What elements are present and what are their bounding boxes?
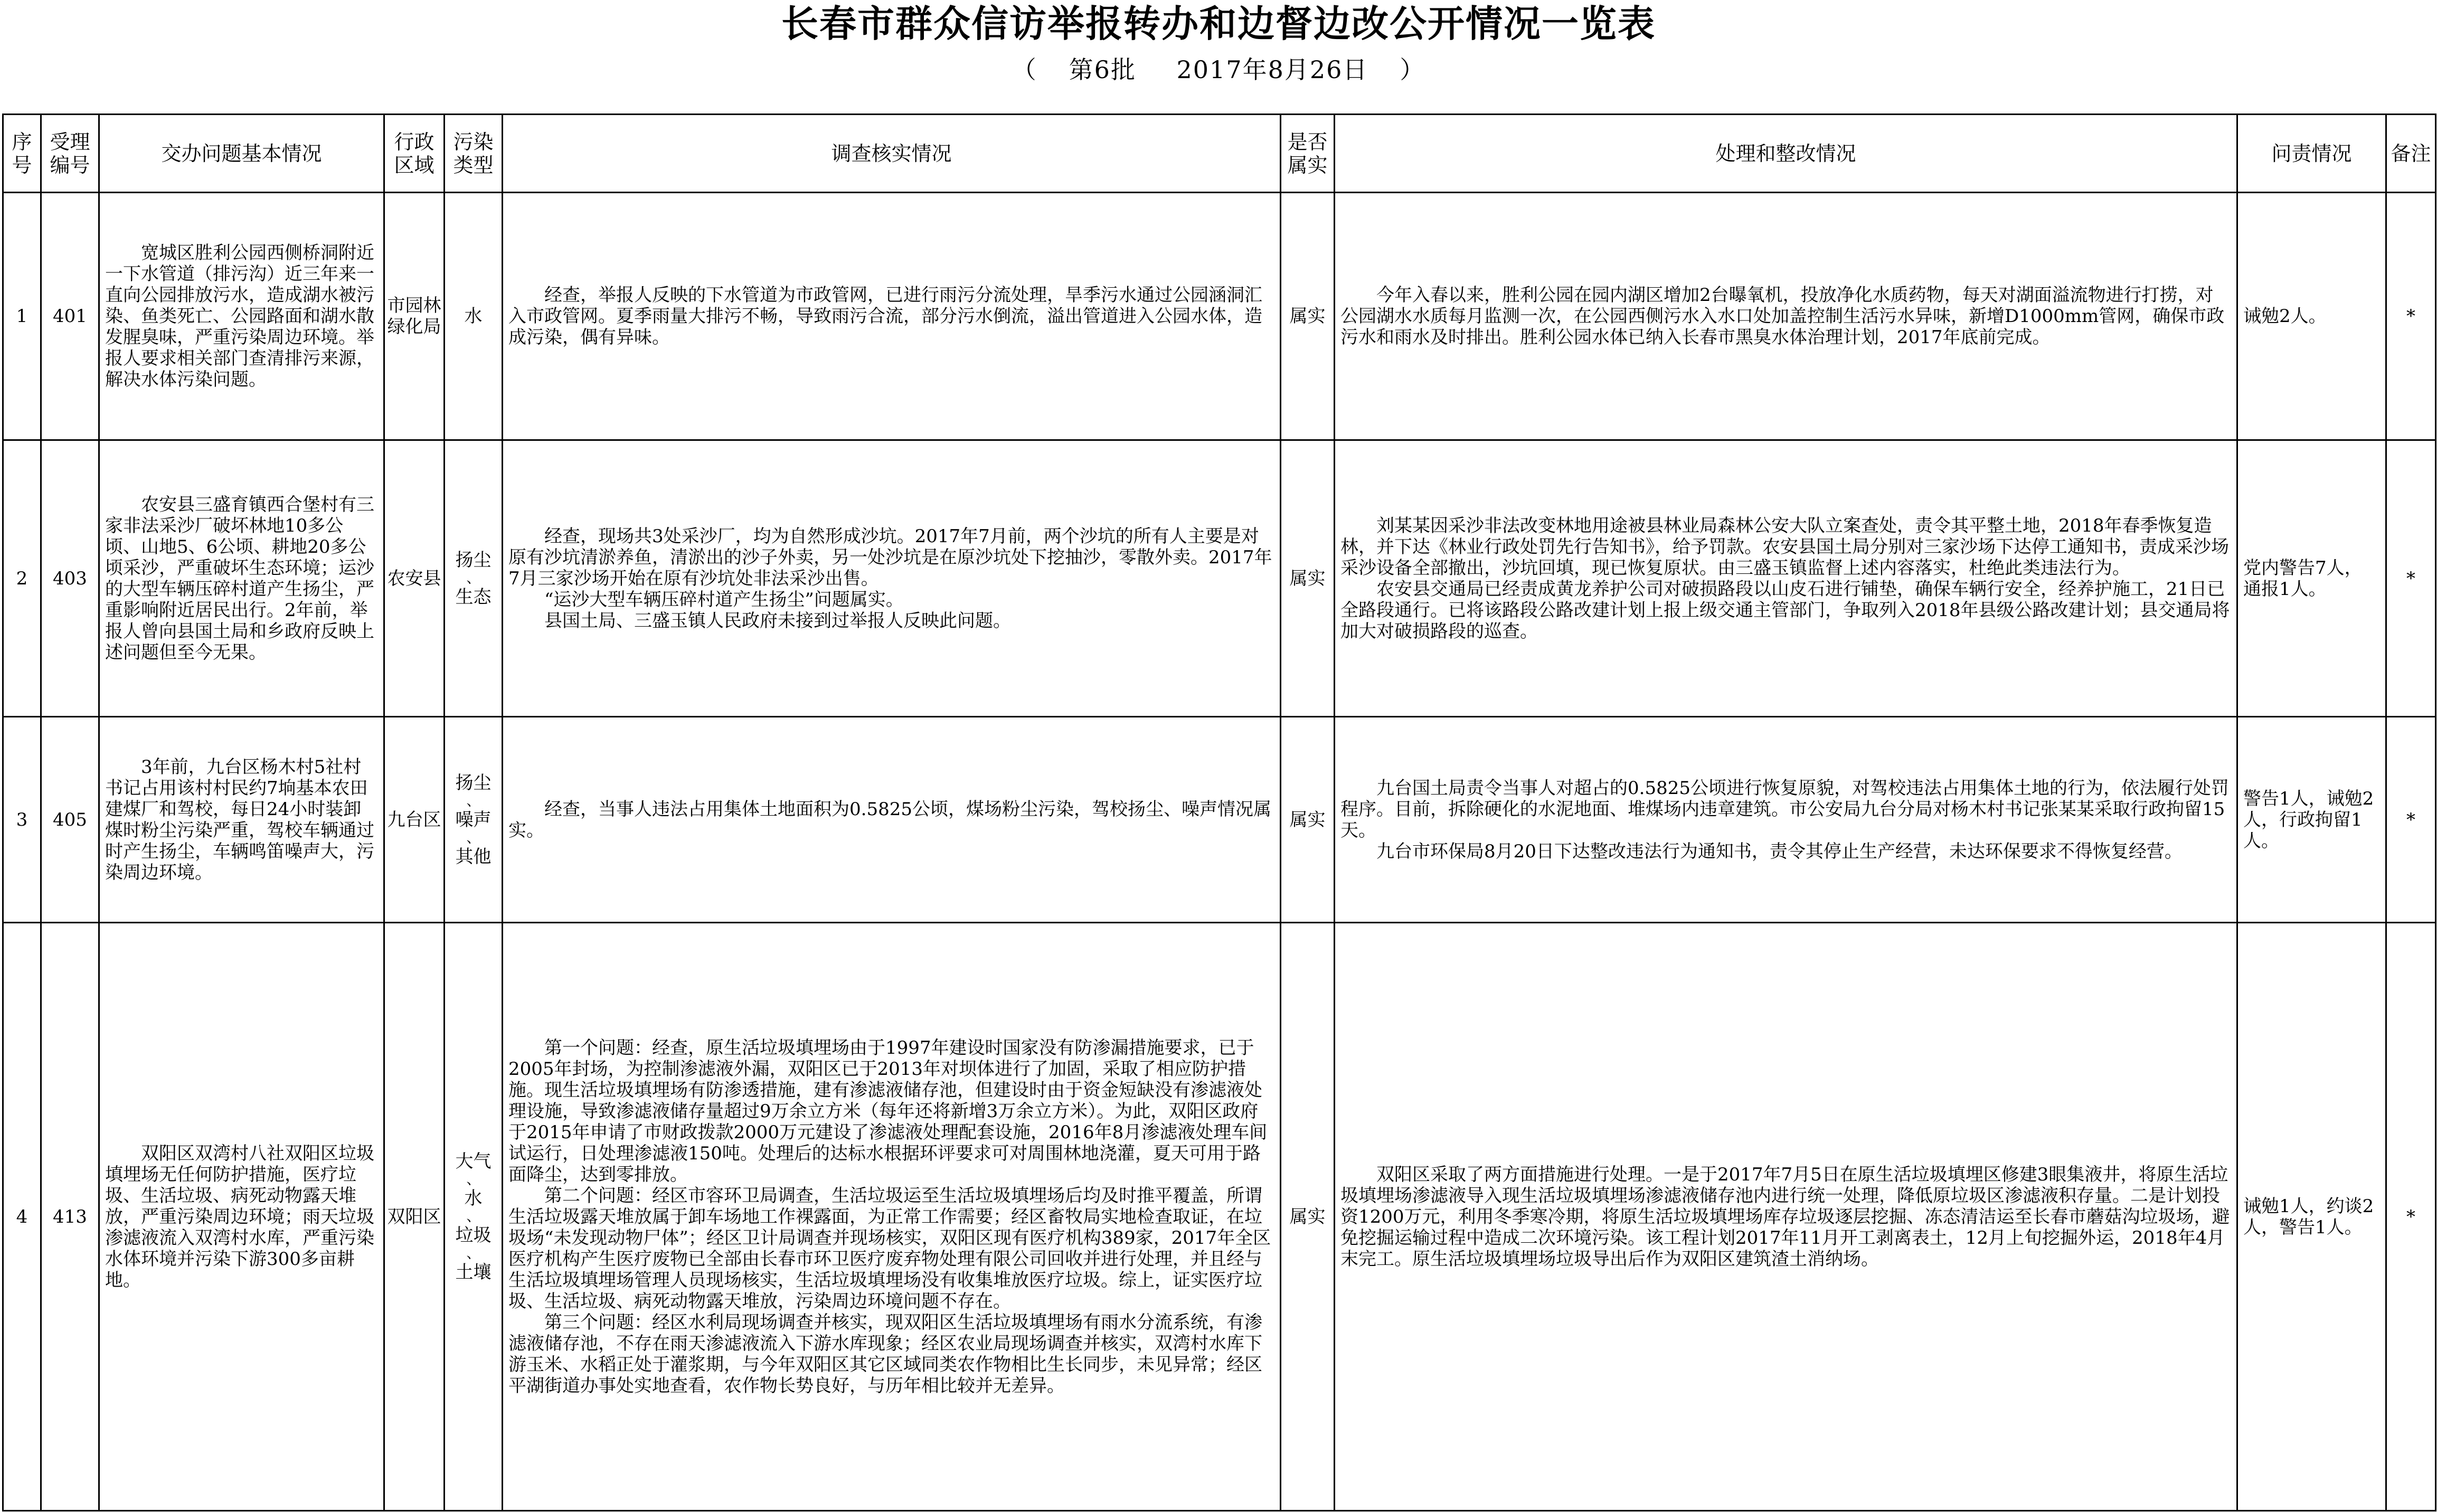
table-row [3,717,2436,923]
investigation-paragraph: 经查，当事人违法占用集体土地面积为0.5825公顷，煤场粉尘污染，驾校扬尘、噪声情况属实。 [508,798,1271,841]
cell-district: 九台区 [384,717,445,923]
cell-remarks: * [2386,440,2436,717]
cell-handling [1335,193,2237,440]
pollution-type-item: 噪声 [455,809,492,830]
cell-remarks: * [2386,717,2436,923]
cell-verified: 属实 [1281,193,1335,440]
cell-receipt-no: 403 [41,440,99,717]
cell-accountability: 警告1人，诫勉2人，行政拘留1人。 [2237,717,2386,923]
header-district: 行政区域 [384,115,445,193]
investigation-paragraph: 经查，现场共3处采沙厂，均为自然形成沙坑。2017年7月前，两个沙坑的所有人主要是对原有沙坑清淤养鱼，清淤出的沙子外卖，另一处沙坑是在原沙坑处下挖抽沙，零散外卖。2017年7月三家沙场开始在原有沙坑处非法采沙出售。 [508,525,1272,589]
pollution-type-item: 垃圾 [455,1224,492,1246]
pollution-type-item: 土壤 [455,1261,492,1283]
cell-remarks: * [2386,923,2436,1511]
type-separator: 、 [466,1208,480,1225]
cell-issue: 宽城区胜利公园西侧桥洞附近一下水管道（排污沟）近三年来一直向公园排放污水，造成湖水被污染、鱼类死亡、公园路面和湖水散发腥臭味，严重污染周边环境。举报人要求相关部门查清排污来源，解决水体污染问题。 [99,193,384,440]
subtitle-close-paren: ） [1400,55,1425,84]
cell-receipt-no: 405 [41,717,99,923]
cell-seq: 4 [3,923,41,1511]
cell-accountability: 党内警告7人，通报1人。 [2237,440,2386,717]
pollution-type-item: 水 [464,1187,483,1209]
document-subtitle [0,53,2437,87]
header-handling: 处理和整改情况 [1335,115,2237,193]
cell-accountability: 诫勉2人。 [2237,193,2386,440]
document-title: 长春市群众信访举报转办和边督边改公开情况一览表 [781,2,1656,45]
table-row [3,440,2436,717]
cell-accountability: 诫勉1人，约谈2人，警告1人。 [2237,923,2386,1511]
investigation-paragraph: “运沙大型车辆压碎村道产生扬尘”问题属实。 [544,589,904,610]
cell-issue: 农安县三盛育镇西合堡村有三家非法采沙厂破坏林地10多公顷、山地5、6公顷、耕地20多公顷采沙，严重破坏生态环境；运沙的大型车辆压碎村道产生扬尘，严重影响附近居民出行。2年前，举报人曾向县国土局和乡政府反映上述问题但至今无果。 [99,440,384,717]
subtitle-date: 2017年8月26日 [1176,55,1368,84]
cell-handling [1335,923,2237,1511]
cell-receipt-no: 413 [41,923,99,1511]
table-header-row [3,115,2436,193]
handling-paragraph: 刘某某因采沙非法改变林地用途被县林业局森林公安大队立案查处，责令其平整土地，2018年春季恢复造林，并下达《林业行政处罚先行告知书》，给予罚款。农安县国土局分别对三家沙场下达停工通知书，责成采沙场采沙设备全部撤出，沙坑回填，现已恢复原状。由三盛玉镇监督上述内容落实，杜绝此类违法行为。 [1340,515,2229,579]
cell-pollution-type [445,923,503,1511]
cell-receipt-no: 401 [41,193,99,440]
type-separator: 、 [466,1245,480,1262]
subtitle-batch: 第6批 [1069,55,1136,84]
pollution-type-item: 扬尘 [455,549,492,571]
header-verified: 是否属实 [1281,115,1335,193]
pollution-type-item: 生态 [455,586,492,608]
cell-district: 双阳区 [384,923,445,1511]
cell-seq: 2 [3,440,41,717]
pollution-type-item: 其他 [455,846,492,867]
type-separator: 、 [466,570,480,587]
type-separator: 、 [466,793,480,809]
handling-paragraph: 九台市环保局8月20日下达整改违法行为通知书，责令其停止生产经营，未达环保要求不得恢复经营。 [1376,840,2183,862]
petition-table [2,114,2436,1511]
cell-verified: 属实 [1281,440,1335,717]
handling-paragraph: 今年入春以来，胜利公园在园内湖区增加2台曝氧机，投放净化水质药物，每天对湖面溢流物进行打捞，对公园湖水水质每月监测一次，在公园西侧污水入水口处加盖控制生活污水异味，新增D1000mm管网，确保市政污水和雨水及时排出。胜利公园水体已纳入长春市黑臭水体治理计划，2017年底前完成。 [1340,285,2225,348]
header-issue: 交办问题基本情况 [99,115,384,193]
cell-issue: 双阳区双湾村八社双阳区垃圾填埋场无任何防护措施，医疗垃圾、生活垃圾、病死动物露天堆放，严重污染周边环境；雨天垃圾渗滤液流入双湾村水库，严重污染水体环境并污染下游300多亩耕地。 [99,923,384,1511]
cell-handling [1335,717,2237,923]
handling-paragraph: 双阳区采取了两方面措施进行处理。一是于2017年7月5日在原生活垃圾填埋区修建3眼集液井，将原生活垃圾填埋场渗滤液导入现生活垃圾填埋场渗滤液储存池内进行统一处理，降低原垃圾区渗滤液积存量。二是计划投资1200万元，利用冬季寒冷期，将原生活垃圾填埋场库存垃圾逐层挖掘、冻态清洁运至长春市蘑菇沟垃圾场，避免挖掘运输过程中造成二次环境污染。该工程计划2017年11月开工剥离表土，12月上旬挖掘外运，2018年4月末完工。原生活垃圾填埋场垃圾导出后作为双阳区建筑渣土消纳场。 [1340,1164,2230,1270]
investigation-paragraph: 第一个问题：经查，原生活垃圾填埋场由于1997年建设时国家没有防渗漏措施要求，已于2005年封场，为控制渗滤液外漏，双阳区已于2013年对坝体进行了加固，采取了相应防护措施。现生活垃圾填埋场有防渗透措施，建有渗滤液储存池，但建设时由于资金短缺没有渗滤液处理设施，导致渗滤液储存量超过9万余立方米（每年还将新增3万余立方米）。为此，双阳区政府于2015年申请了市财政拨款2000万元建设了渗滤液处理配套设施，2016年8月渗滤液处理车间试运行，日处理渗滤液150吨。处理后的达标水根据环评要求可对周围林地浇灌，夏天可用于路面降尘，达到零排放。 [508,1037,1268,1185]
handling-paragraph: 九台国土局责令当事人对超占的0.5825公顷进行恢复原貌，对驾校违法占用集体土地的行为，依法履行处罚程序。目前，拆除硬化的水泥地面、堆煤场内违章建筑。市公安局九台分局对杨木村书记张某某采取行政拘留15天。 [1340,777,2229,841]
pollution-type-item: 大气 [455,1150,492,1172]
cell-handling [1335,440,2237,717]
type-separator: 、 [466,830,480,846]
cell-seq: 1 [3,193,41,440]
table-row [3,923,2436,1511]
type-separator: 、 [466,1171,480,1188]
cell-district: 农安县 [384,440,445,717]
handling-paragraph: 农安县交通局已经责成黄龙养护公司对破损路段以山皮石进行铺垫，确保车辆行安全，经养护施工，21日已全路段通行。已将该路段公路改建计划上报上级交通主管部门，争取列入2018年县级公路改建计划；县交通局将加大对破损路段的巡查。 [1340,578,2230,642]
investigation-paragraph: 第三个问题：经区水利局现场调查并核实，现双阳区生活垃圾填埋场有雨水分流系统，有渗滤液储存池，不存在雨天渗滤液流入下游水库现象；经区农业局现场调查并核实，双湾村水库下游玉米、水稻正处于灌浆期，与今年双阳区其它区域同类农作物相比生长同步，未见异常；经区平湖街道办事处实地查看，农作物长势良好，与历年相比较并无差异。 [508,1311,1262,1396]
cell-verified: 属实 [1281,923,1335,1511]
header-pollution-type: 污染类型 [445,115,503,193]
header-investigation: 调查核实情况 [503,115,1281,193]
cell-verified: 属实 [1281,717,1335,923]
header-seq: 序号 [3,115,41,193]
cell-investigation [503,923,1281,1511]
header-accountability: 问责情况 [2237,115,2386,193]
cell-pollution-type [445,440,503,717]
cell-investigation [503,193,1281,440]
table-row [3,193,2436,440]
cell-investigation [503,440,1281,717]
header-remarks: 备注 [2386,115,2436,193]
pollution-type-item: 水 [464,306,483,327]
subtitle-open-paren: （ [1012,55,1037,84]
investigation-paragraph: 经查，举报人反映的下水管道为市政管网，已进行雨污分流处理，旱季污水通过公园涵洞汇入市政管网。夏季雨量大排污不畅，导致雨污合流，部分污水倒流，溢出管道进入公园水体，造成污染，偶有异味。 [508,285,1262,348]
cell-investigation [503,717,1281,923]
cell-district: 市园林绿化局 [384,193,445,440]
cell-pollution-type [445,193,503,440]
cell-seq: 3 [3,717,41,923]
pollution-type-item: 扬尘 [455,772,492,793]
header-receipt-no: 受理编号 [41,115,99,193]
cell-remarks: * [2386,193,2436,440]
cell-pollution-type [445,717,503,923]
investigation-paragraph: 县国土局、三盛玉镇人民政府未接到过举报人反映此问题。 [544,610,1011,631]
investigation-paragraph: 第二个问题：经区市容环卫局调查，生活垃圾运至生活垃圾填埋场后均及时推平覆盖，所谓生活垃圾露天堆放属于卸车场地工作裸露面，为正常工作需要；经区畜牧局实地检查取证，在垃圾场“未发现动物尸体”；经区卫计局调查并现场核实，双阳区现有医疗机构389家，2017年全区医疗机构产生医疗废物已全部由长春市环卫医疗废弃物处理有限公司回收并进行处理，并且经与生活垃圾填埋场管理人员现场核实，生活垃圾填埋场没有收集堆放医疗垃圾。综上，证实医疗垃圾、生活垃圾、病死动物露天堆放，污染周边环境问题不存在。 [508,1185,1271,1312]
cell-issue: 3年前，九台区杨木村5社村书记占用该村村民约7垧基本农田建煤厂和驾校，每日24小时装卸煤时粉尘污染严重，驾校车辆通过时产生扬尘，车辆鸣笛噪声大，污染周边环境。 [99,717,384,923]
